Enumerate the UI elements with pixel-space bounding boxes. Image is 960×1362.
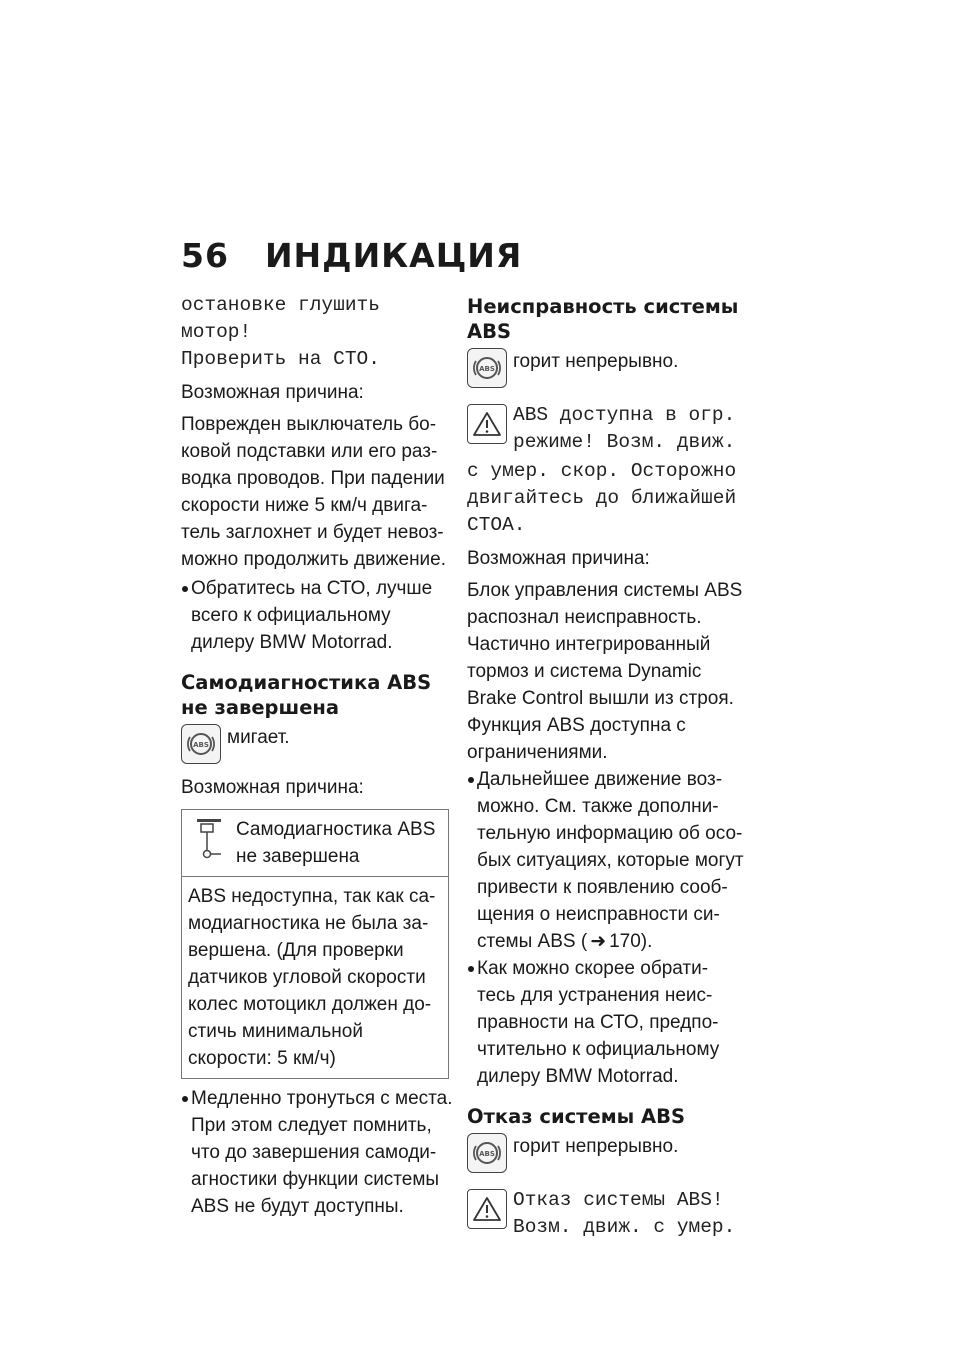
indicator-row bbox=[181, 724, 459, 764]
right-column bbox=[467, 292, 748, 1243]
section-heading: Отказ системы ABS bbox=[467, 1105, 686, 1128]
indicator-text: мигает. bbox=[227, 727, 290, 748]
cause-section bbox=[467, 545, 745, 1090]
indicator-text: горит непрерывно. bbox=[513, 351, 679, 372]
display-message-row bbox=[467, 402, 745, 456]
abs-warning-icon bbox=[467, 348, 507, 388]
page-number: 56 bbox=[181, 236, 229, 275]
abs-warning-icon bbox=[467, 1133, 507, 1173]
page-title: ИНДИКАЦИЯ bbox=[264, 236, 523, 275]
svg-text:ABS: ABS bbox=[479, 1150, 495, 1158]
cause-label-2: Возможная причина: bbox=[181, 777, 364, 798]
display-message: ABS доступна в огр. режиме! Возм. движ. bbox=[513, 404, 736, 453]
indicator-row bbox=[467, 1133, 745, 1173]
indicator-row bbox=[467, 348, 745, 388]
page-header bbox=[181, 236, 522, 275]
indicator-text: горит непрерывно. bbox=[513, 1136, 679, 1157]
info-box bbox=[181, 809, 449, 1079]
display-message: Отказ системы ABS! Возм. движ. с умер. bbox=[513, 1189, 736, 1238]
info-box-header bbox=[182, 810, 448, 877]
warning-triangle-icon bbox=[467, 1189, 507, 1229]
display-message-row bbox=[467, 1187, 745, 1241]
svg-text:ABS: ABS bbox=[479, 365, 495, 373]
left-column bbox=[181, 292, 459, 1220]
bullet-item: Дальнейшее движение воз-можно. См. также дополни-тельную информацию об осо-бых ситуациях, которые могут привести к появлению сооб-щения о неисправности си-стемы ABS ( ➜ 170). bbox=[467, 766, 745, 955]
page-ref: 170). bbox=[609, 931, 653, 952]
info-box-title: Самодиагностика ABS не завершена bbox=[236, 819, 436, 867]
tool-icon bbox=[194, 816, 224, 860]
bullet-item: Медленно тронуться с места. При этом следует помнить, что до завершения самоди-агностики функции системы ABS не будут доступны. bbox=[181, 1085, 459, 1220]
abs-warning-icon bbox=[181, 724, 221, 764]
section-heading: Неисправность системы ABS bbox=[467, 295, 739, 343]
page-ref-arrow-icon: ➜ bbox=[590, 931, 607, 952]
display-message-cont: с умер. скор. Осторожно двигайтесь до ближайшей СТОА. bbox=[467, 460, 748, 536]
bullet-item: Обратитесь на СТО, лучше всего к официальному дилеру BMW Motorrad. bbox=[181, 575, 459, 656]
cause-section bbox=[181, 379, 459, 656]
cause-label: Возможная причина: bbox=[181, 382, 364, 403]
cause-text: Блок управления системы ABS распознал неисправность. Частично интегрированный тормоз и система Dynamic Brake Control вышли из строя. Функция ABS доступна с ограничениями. bbox=[467, 580, 743, 763]
svg-text:ABS: ABS bbox=[193, 741, 209, 749]
bullet-item: Как можно скорее обрати-тесь для устранения неис-правности на СТО, предпо-чтительно к официальному дилеру BMW Motorrad. bbox=[467, 955, 745, 1090]
cause-label: Возможная причина: bbox=[467, 548, 650, 569]
warning-triangle-icon bbox=[467, 404, 507, 444]
display-message-top: остановке глушить мотор! Проверить на СТО. bbox=[181, 294, 392, 370]
section-heading: Самодиагностика ABS не завершена bbox=[181, 671, 432, 719]
cause-text: Поврежден выключатель бо-ковой подставки или его раз-водка проводов. При падении скорости ниже 5 км/ч двига-тель заглохнет и будет невоз-можно продолжить движение. bbox=[181, 414, 447, 570]
info-box-text: ABS недоступна, так как са-модиагностика не была за-вершена. (Для проверки датчиков угловой скорости колес мотоцикл должен до-стичь минимальной скорости: 5 км/ч) bbox=[188, 886, 436, 1069]
